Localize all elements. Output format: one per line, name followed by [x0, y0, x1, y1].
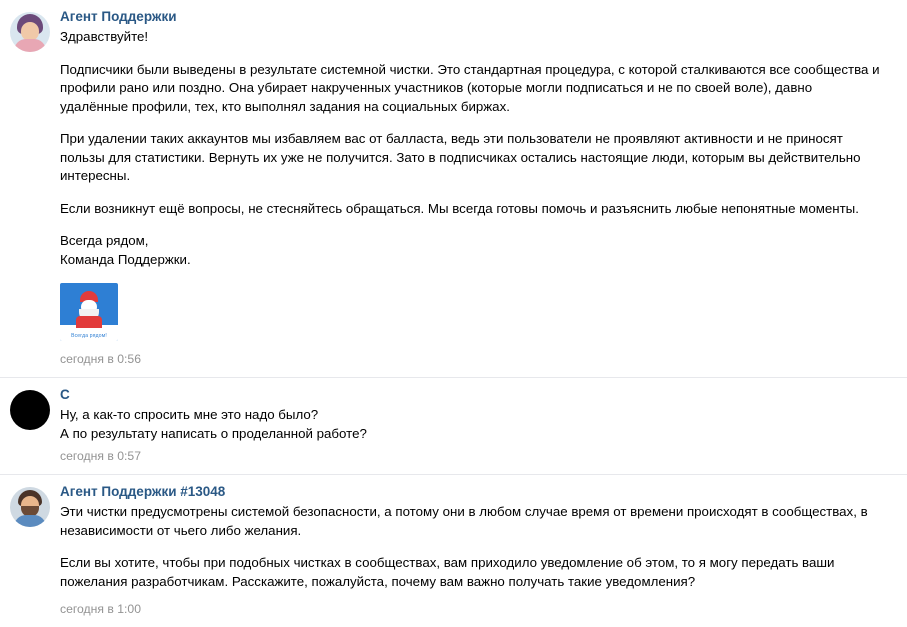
message-author[interactable]: Агент Поддержки	[60, 9, 177, 24]
message-item	[0, 377, 907, 474]
avatar-column	[0, 8, 60, 367]
message-author[interactable]: С	[60, 387, 70, 402]
santa-sticker[interactable]	[60, 283, 118, 341]
message-item	[0, 474, 907, 627]
message-greeting: Здравствуйте!	[60, 29, 149, 44]
avatar-column	[0, 483, 60, 617]
avatar[interactable]	[10, 487, 50, 527]
avatar-shirt-shape	[14, 515, 46, 527]
sticker-body-shape	[76, 316, 102, 328]
avatar[interactable]	[10, 12, 50, 52]
sticker-caption: Всегда рядом!	[71, 333, 107, 339]
message-paragraph: Если возникнут ещё вопросы, не стесняйтесь обращаться. Мы всегда готовы помочь и разъяснить любые непонятные моменты.	[60, 200, 859, 216]
message-body	[60, 483, 907, 617]
avatar[interactable]	[10, 390, 50, 430]
message-timestamp: сегодня в 0:56	[60, 352, 141, 366]
message-paragraph: Если вы хотите, чтобы при подобных чистках в сообществах, вам приходило уведомление об этом, то я могу передать ваши пожелания разработчикам. Расскажите, пожалуйста, почему вам важно получать такие уведомления?	[60, 555, 835, 589]
message-timestamp: сегодня в 1:00	[60, 602, 141, 616]
message-paragraph: Подписчики были выведены в результате системной чистки. Это стандартная процедура, с которой сталкиваются все сообщества и профили рано или поздно. Она убирает накрученных участников (которые могли подписаться и не по своей воле), давно удалённые профили, тех, кто выполнял задания на социальных биржах.	[60, 61, 880, 114]
message-timestamp: сегодня в 0:57	[60, 449, 141, 463]
message-attachment	[60, 283, 881, 341]
avatar-shirt-shape	[14, 39, 46, 52]
message-paragraph: Ну, а как-то спросить мне это надо было?	[60, 407, 319, 422]
message-paragraph: Эти чистки предусмотрены системой безопасности, а потому они в любом случае время от времени происходят в сообществах, в независимости от чьего либо желания.	[60, 504, 868, 538]
message-body	[60, 386, 907, 464]
signature-line: Команда Поддержки.	[60, 251, 191, 267]
avatar-column	[0, 386, 60, 464]
message-paragraph: А по результату написать о проделанной работе?	[60, 425, 367, 441]
message-body	[60, 8, 907, 367]
message-author[interactable]: Агент Поддержки #13048	[60, 484, 226, 499]
message-paragraph: При удалении таких аккаунтов мы избавляем вас от балласта, ведь эти пользователи не проявляют активности и не приносят пользы для статистики. Вернуть их уже не получится. Зато в подписчиках остались настоящие люди, которым вы действительно интересны.	[60, 131, 861, 183]
signature-line: Всегда рядом,	[60, 233, 149, 248]
